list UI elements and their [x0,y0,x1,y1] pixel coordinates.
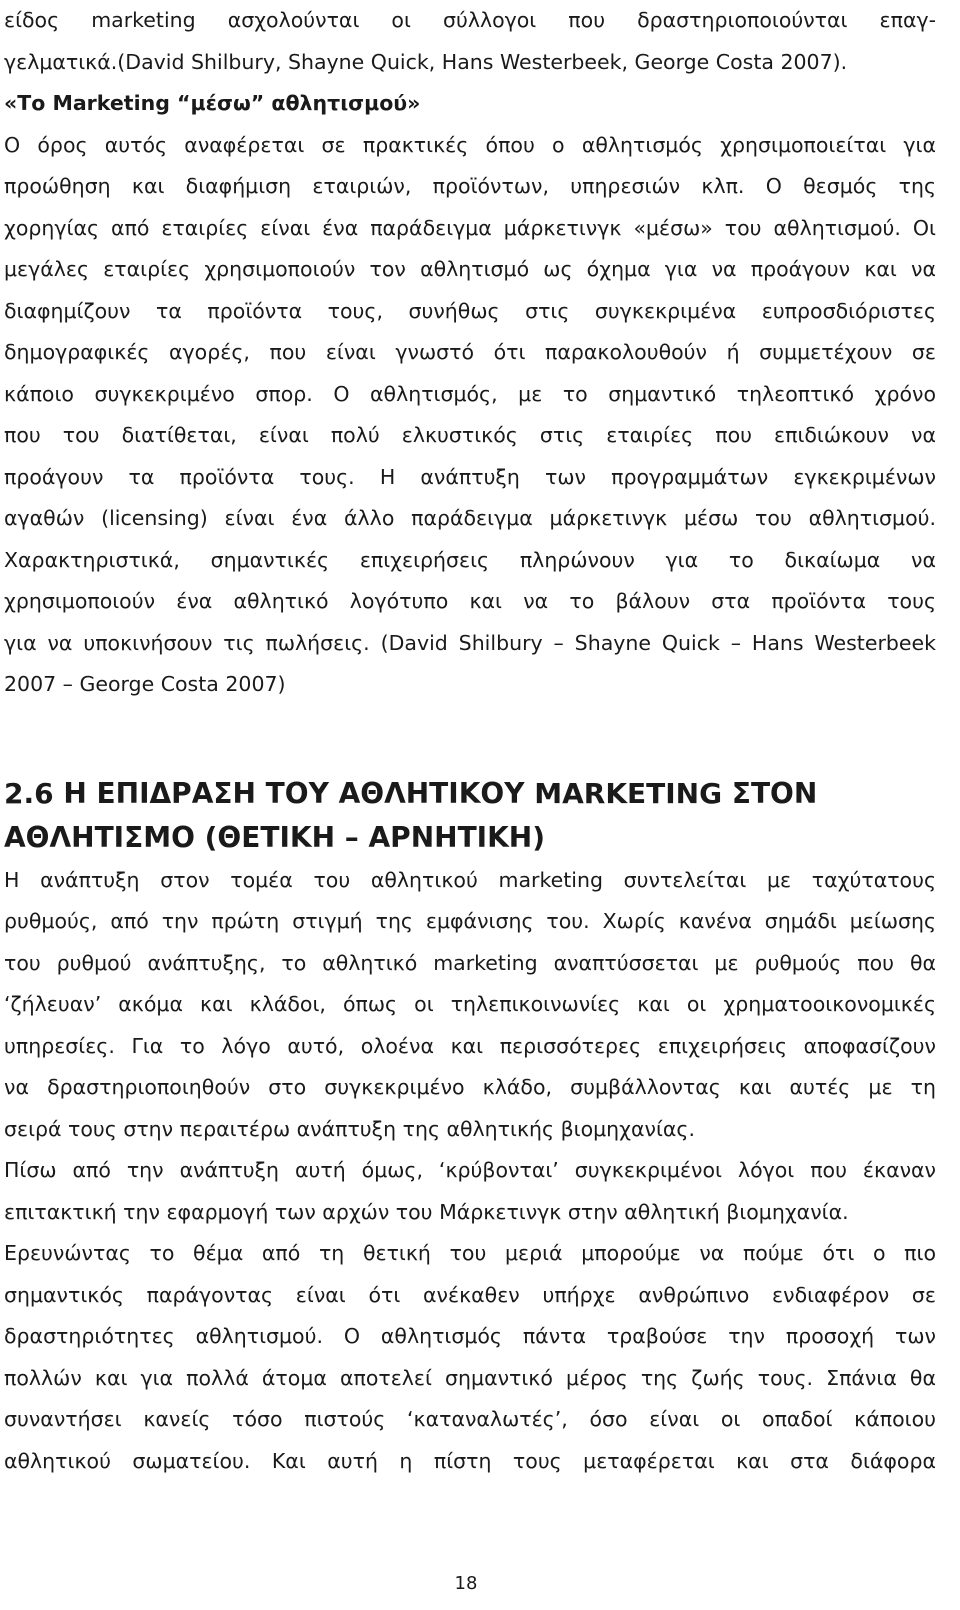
document-page [4,0,936,1482]
text-line: Ο όρος αυτός αναφέρεται σε πρακτικές όπου ο αθλητισμός χρησιμοποιείται για [4,132,936,157]
subheading: «Το Marketing “μέσω” αθλητισμού» [4,91,421,115]
text-line: πολλών και για πολλά άτομα αποτελεί σημαντικό μέρος της ζωής τους. Σπάνια θα [4,1365,936,1390]
text-line: ρυθμούς, από την πρώτη στιγμή της εμφάνισης του. Χωρίς κανένα σημάδι μείωσης [4,909,936,933]
text-line: Η ανάπτυξη στον τομέα του αθλητικού marketing συντελείται με ταχύτατους [4,867,936,892]
text-line: Χαρακτηριστικά, σημαντικές επιχειρήσεις πληρώνουν για το δικαίωμα να [4,547,936,572]
text-line: σειρά τους στην περαιτέρω ανάπτυξη της αθλητικής βιομηχανίας. [4,1116,695,1141]
text-line: μεγάλες εταιρίες χρησιμοποιούν τον αθλητισμό ως όχημα για να προάγουν και να [4,257,936,281]
text-line: κάποιο συγκεκριμένο σπορ. Ο αθλητισμός, με το σημαντικό τηλεοπτικό χρόνο [4,381,936,406]
text-line: είδος marketing ασχολούνται οι σύλλογοι που δραστηριοποιούνται επαγ- [4,8,936,32]
text-line: του ρυθμού ανάπτυξης, το αθλητικό marketing αναπτύσσεται με ρυθμούς που θα [4,950,936,975]
marketing-through-sport-paragraph [4,125,936,706]
text-line: σημαντικός παράγοντας είναι ότι ανέκαθεν υπήρχε ανθρώπινο ενδιαφέρον σε [4,1282,936,1307]
text-line: υπηρεσίες. Για το λόγο αυτό, ολοένα και περισσότερες επιχειρήσεις αποφασίζουν [4,1033,936,1058]
text-line: χορηγίας από εταιρίες είναι ένα παράδειγμα μάρκετινγκ «μέσω» του αθλητισμού. Οι [4,215,936,240]
text-line: γελματικά.(David Shilbury, Shayne Quick, Hans Westerbeek, George Costa 2007). [4,49,848,74]
section-spacer [4,706,936,772]
heading-line: ΑΘΛΗΤΙΣΜΟ (ΘΕΤΙΚΗ – ΑΡΝΗΤΙΚΗ) [4,820,546,854]
growth-paragraph [4,860,936,1151]
text-line: προώθηση και διαφήμιση εταιριών, προϊόντων, υπηρεσιών κλπ. Ο θεσμός της [4,174,936,198]
positive-side-paragraph [4,1233,936,1482]
text-line: αθλητικού σωματείου. Και αυτή η πίστη τους μεταφέρεται και στα διάφορα [4,1448,936,1473]
text-line: για να υποκινήσουν τις πωλήσεις. (David Shilbury – Shayne Quick – Hans Westerbeek [4,630,936,655]
text-line: συναντήσει κανείς τόσο πιστούς ‘καταναλωτές’, όσο είναι οι οπαδοί κάποιου [4,1407,936,1431]
text-line: προάγουν τα προϊόντα τους. Η ανάπτυξη των προγραμμάτων εγκεκριμένων [4,464,936,489]
text-line: χρησιμοποιούν ένα αθλητικό λογότυπο και να το βάλουν στα προϊόντα τους [4,589,936,613]
text-line: δημογραφικές αγορές, που είναι γνωστό ότι παρακολουθούν ή συμμετέχουν σε [4,340,936,364]
text-line: επιτακτική την εφαρμογή των αρχών του Μάρκετινγκ στην αθλητική βιομηχανία. [4,1199,849,1224]
heading-line: 2.6 Η ΕΠΙΔΡΑΣΗ ΤΟΥ ΑΘΛΗΤΙΚΟΥ MARKETING ΣΤΟΝ [4,776,818,810]
text-line: που του διατίθεται, είναι πολύ ελκυστικός στις εταιρίες που επιδιώκουν να [4,423,936,447]
section-heading [4,772,936,860]
text-line: διαφημίζουν τα προϊόντα τους, συνήθως στις συγκεκριμένα ευπροσδιόριστες [4,298,936,323]
text-line: αγαθών (licensing) είναι ένα άλλο παράδειγμα μάρκετινγκ μέσω του αθλητισμού. [4,506,936,530]
text-line: 2007 – George Costa 2007) [4,672,286,696]
text-line: δραστηριότητες αθλητισμού. Ο αθλητισμός πάντα τραβούσε την προσοχή των [4,1324,936,1348]
intro-paragraph [4,0,936,83]
page-number: 18 [454,1573,478,1594]
reasons-paragraph [4,1150,936,1233]
text-line: Πίσω από την ανάπτυξη αυτή όμως, ‘κρύβονται’ συγκεκριμένοι λόγοι που έκαναν [4,1158,936,1182]
text-line: να δραστηριοποιηθούν στο συγκεκριμένο κλάδο, συμβάλλοντας και αυτές με τη [4,1075,936,1099]
text-line: ‘ζήλευαν’ ακόμα και κλάδοι, όπως οι τηλεπικοινωνίες και οι χρηματοοικονομικές [4,992,936,1016]
text-line: Ερευνώντας το θέμα από τη θετική του μεριά μπορούμε να πούμε ότι ο πιο [4,1241,936,1265]
